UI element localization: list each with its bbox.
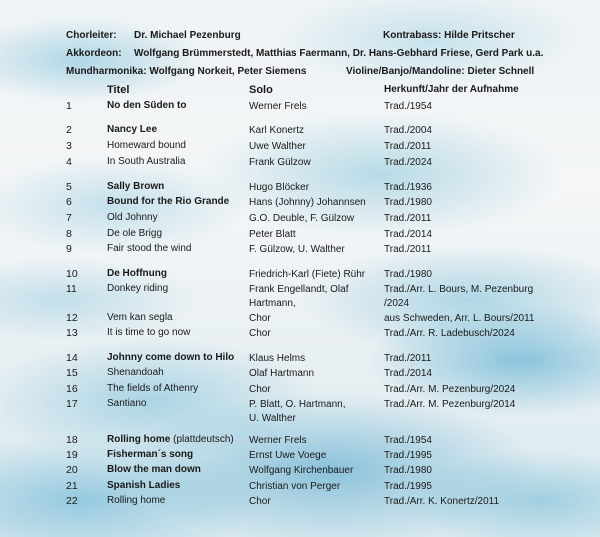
track-solo: Werner Frels	[249, 435, 307, 446]
track-number: 16	[66, 383, 78, 395]
track-number: 9	[66, 243, 72, 255]
track-origin: Trad./Arr. R. Ladebusch/2024	[384, 328, 515, 339]
track-title: Fair stood the wind	[107, 243, 192, 254]
track-number: 18	[66, 434, 78, 446]
track-origin: Trad./Arr. M. Pezenburg/2014	[384, 399, 516, 410]
track-title: Santiano	[107, 398, 147, 409]
track-origin: Trad./2011	[384, 213, 432, 224]
akkordeon-label: Akkordeon:	[66, 48, 122, 59]
track-origin: Trad./2014	[384, 368, 432, 379]
track-number: 14	[66, 352, 78, 364]
track-solo: Christian von Perger	[249, 481, 341, 492]
track-origin: Trad./2011	[384, 353, 432, 364]
track-solo: Olaf Hartmann	[249, 368, 315, 379]
track-number: 13	[66, 327, 78, 339]
track-solo: Frank Gülzow	[249, 157, 311, 168]
track-solo: Ernst Uwe Voege	[249, 450, 327, 461]
track-title: De Hoffnung	[107, 268, 167, 279]
track-number: 1	[66, 100, 72, 112]
track-solo: Karl Konertz	[249, 125, 305, 136]
track-number: 2	[66, 124, 72, 136]
kontrabass-credit: Kontrabass: Hilde Pritscher	[383, 30, 515, 41]
track-title-note: (plattdeutsch)	[170, 434, 234, 445]
track-title: Nancy Lee	[107, 124, 158, 135]
track-solo: Frank Engellandt, Olaf Hartmann,	[249, 284, 349, 309]
track-solo: Chor	[249, 384, 271, 395]
track-origin: Trad./1980	[384, 197, 432, 208]
track-origin: Trad./1936	[384, 182, 432, 193]
mundharmonika-credit: Mundharmonika: Wolfgang Norkeit, Peter Siemens	[66, 66, 307, 77]
track-title: Rolling home (plattdeutsch)	[107, 434, 234, 445]
track-title: In South Australia	[107, 156, 186, 167]
track-title: Donkey riding	[107, 283, 169, 294]
track-origin: Trad./1980	[384, 465, 432, 476]
track-title: De ole Brigg	[107, 228, 163, 239]
track-number: 22	[66, 495, 78, 507]
track-title: Blow the man down	[107, 464, 201, 475]
track-title: The fields of Athenry	[107, 383, 199, 394]
akkordeon-line	[66, 48, 544, 59]
chorleiter-line	[66, 30, 241, 41]
track-origin: Trad./1980	[384, 269, 432, 280]
track-solo: Chor	[249, 328, 271, 339]
track-number: 8	[66, 228, 72, 240]
track-number: 4	[66, 156, 72, 168]
track-solo: Klaus Helms	[249, 353, 306, 364]
track-solo: Uwe Walther	[249, 141, 306, 152]
track-title: Fisherman´s song	[107, 449, 194, 460]
track-title: Bound for the Rio Grande	[107, 196, 230, 207]
track-title: Spanish Ladies	[107, 480, 181, 491]
track-title: No den Süden to	[107, 100, 187, 111]
track-number: 7	[66, 212, 72, 224]
track-solo: G.O. Deuble, F. Gülzow	[249, 213, 355, 224]
track-solo: Hans (Johnny) Johannsen	[249, 197, 366, 208]
track-number: 11	[66, 283, 77, 295]
track-title: Sally Brown	[107, 181, 165, 192]
track-solo: Hugo Blöcker	[249, 182, 310, 193]
track-number: 3	[66, 140, 72, 152]
track-solo: Friedrich-Karl (Fiete) Rühr	[249, 269, 366, 280]
track-title: Johnny come down to Hilo	[107, 352, 235, 363]
track-solo: P. Blatt, O. Hartmann, U. Walther	[249, 399, 346, 424]
track-origin: Trad./Arr. M. Pezenburg/2024	[384, 384, 516, 395]
track-title: Rolling home	[107, 495, 166, 506]
track-solo: Peter Blatt	[249, 229, 296, 240]
track-origin: Trad./Arr. K. Konertz/2011	[384, 496, 500, 507]
track-title: Homeward bound	[107, 140, 186, 151]
track-number: 10	[66, 268, 78, 280]
track-number: 15	[66, 367, 78, 379]
track-solo: Wolfgang Kirchenbauer	[249, 465, 354, 476]
track-title: Vem kan segla	[107, 312, 173, 323]
track-number: 12	[66, 312, 78, 324]
track-title: Shenandoah	[107, 367, 164, 378]
track-origin: Trad./2011	[384, 244, 432, 255]
track-origin: Trad./2011	[384, 141, 432, 152]
track-origin: Trad./2014	[384, 229, 432, 240]
track-number: 17	[66, 398, 78, 410]
track-origin: Trad./1954	[384, 101, 432, 112]
track-origin: Trad./1954	[384, 435, 432, 446]
chorleiter-name: Dr. Michael Pezenburg	[134, 30, 241, 41]
track-title: It is time to go now	[107, 327, 191, 338]
track-solo: F. Gülzow, U. Walther	[249, 244, 345, 255]
akkordeon-names: Wolfgang Brümmerstedt, Matthias Faermann, Dr. Hans-Gebhard Friese, Gerd Park u.a.	[134, 48, 544, 59]
track-origin: Trad./1995	[384, 450, 432, 461]
track-number: 19	[66, 449, 78, 461]
track-number: 5	[66, 181, 72, 193]
track-number: 6	[66, 196, 72, 208]
track-origin: Trad./1995	[384, 481, 432, 492]
track-number: 21	[66, 480, 78, 492]
violine-credit: Violine/Banjo/Mandoline: Dieter Schnell	[346, 66, 535, 77]
track-origin: Trad./Arr. L. Bours, M. Pezenburg /2024	[384, 284, 534, 309]
header-title: Titel	[107, 84, 130, 96]
track-origin: Trad./2004	[384, 125, 432, 136]
header-origin: Herkunft/Jahr der Aufnahme	[384, 84, 519, 95]
header-solo: Solo	[249, 84, 273, 96]
track-number: 20	[66, 464, 78, 476]
chorleiter-label: Chorleiter:	[66, 30, 117, 41]
track-solo: Chor	[249, 313, 271, 324]
track-origin: Trad./2024	[384, 157, 432, 168]
track-solo: Werner Frels	[249, 101, 307, 112]
track-origin: aus Schweden, Arr. L. Bours/2011	[384, 313, 535, 324]
track-solo: Chor	[249, 496, 271, 507]
track-title: Old Johnny	[107, 212, 158, 223]
